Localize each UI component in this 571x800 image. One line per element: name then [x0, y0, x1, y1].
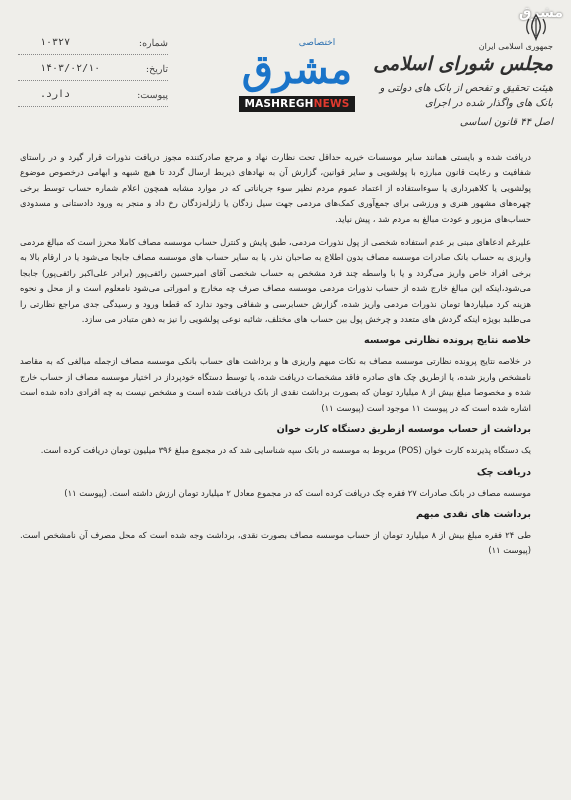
parliament-line1: جمهوری اسلامی ایران	[478, 42, 553, 51]
date-value: ۱۴۰۳/۰۲/۱۰	[40, 63, 101, 74]
parliament-line3: هیئت تحقیق و تفحص از بانک های دولتی و بانک های واگذار شده در اجرای	[379, 83, 553, 109]
section-text-cheque: موسسه مصاف در بانک صادرات ۲۷ فقره چک دریافت کرده است که در مجموع معادل ۲ میلیارد تومان ارزش داشته است. (پیوست ۱۱)	[64, 487, 531, 498]
date-row	[18, 64, 168, 81]
attachment-value: دارد.	[40, 89, 71, 100]
logo-small-text: اختصاصی	[298, 38, 336, 48]
attachment-label: پیوست:	[137, 90, 168, 101]
section-heading-pos: برداشت از حساب موسسه ازطریق دستگاه کارت خوان	[276, 424, 531, 436]
mashregh-logo	[222, 38, 372, 138]
logo-word: مشرق	[241, 46, 353, 93]
document-body	[20, 150, 531, 567]
section-heading-cash: برداشت های نقدی مبهم	[416, 508, 531, 520]
number-value: ۱۰۳۲۷	[40, 37, 71, 48]
attachment-row	[18, 90, 168, 107]
section-text-cash: طی ۲۴ فقره مبلغ بیش از ۸ میلیارد تومان از حساب موسسه مصاف بصورت نقدی، برداشت وجه شده است که محل مصرف آن نامشخص است.(پیوست ۱۱)	[20, 529, 532, 556]
date-label: تاریخ:	[145, 64, 168, 75]
parliament-line2: مجلس شورای اسلامی	[373, 53, 553, 75]
parliament-line4: اصل ۴۴ قانون اساسی	[459, 117, 553, 128]
section-heading-cheque: دریافت چک	[476, 466, 531, 478]
number-row	[18, 38, 168, 55]
number-label: شماره:	[138, 38, 168, 49]
letter-meta	[18, 38, 168, 116]
section-text-pos: یک دستگاه پذیرنده کارت خوان (POS) مربوط به موسسه در بانک سپه شناسایی شد که در مجموع مبلغ ۳۹۶ میلیون تومان دریافت کرده است.	[40, 445, 531, 456]
logo-brand-b: NEWS	[313, 98, 350, 110]
section-text-summary: در خلاصه نتایج پرونده نظارتی موسسه مصاف به نکات مبهم واریزی ها و برداشت های حساب بانکی موسسه مصاف ازجمله مبالغی که به مقاصد نامشخص واریز شده، یا ازطریق چک های صادره فاقد مشخصات دریافت شده، یا توسط دستگاه خودپرداز در اختیار موسسه مصاف از حساب خارج شده و مخصوصا مبلغ بیش از ۸ میلیارد تومان که بصورت برداشت نقدی از بانک دریافت شده است و مشخص نیست به چه افرادی داده شده است اشاره شده است که در پیوست ۱۱ موجود است (پیوست ۱۱)	[20, 356, 531, 413]
logo-brand-a: MASHREGH	[244, 98, 314, 110]
section-heading-summary: خلاصه نتایج پرونده نظارتی موسسه	[364, 335, 531, 347]
parliament-header	[363, 28, 553, 128]
watermark: مشرق	[518, 5, 563, 21]
logo-brand-bar	[239, 96, 354, 112]
paragraph-1: دریافت شده و بایستی همانند سایر موسسات خیریه حداقل تحت نظارت نهاد و مرجع صادرکننده مجوز دریافت نذورات قرار گیرد و در راستای شفافیت و رعایت قانون مبارزه با پولشویی و سایر قوانین، گزارش آن به نهادهای ذیربط ارسال گردد تا هیچ شبهه و ابهامی درخصوص موضوع پولشویی یا کلاهبرداری یا سوءاستفاده از اعتماد عموم مردم نظیر سوء جریاناتی که در موارد مشابه همچون اعلام شماره حساب توسط برخی چهره‌های مشهور هنری و ورزشی برای جمع‌آوری کمک‌های مردمی جهت سیل زدگان یا زلزله‌زدگان رخ داد و منجر به ورود دادستانی و مسدودی حساب‌های مزبور و عودت مبالغ به مردم شد ، پیش نیاید.	[20, 152, 531, 224]
paragraph-2: علیرغم ادعاهای مبنی بر عدم استفاده شخصی از پول نذورات مردمی، طبق پایش و کنترل حساب موسسه مصاف کاملا محرز است که مبالغ مردمی واریزی به حساب بانک صادرات موسسه مصاف بدون اطلاع به صاحبان نذر، یا به سایر حساب های موسسه مصاف جابجا می‌شود یا در ارقام بالا به برخی افراد خاص واریز می‌گردد و یا با واسطه چند فرد مشخص به حساب شخصی آقای امیرحسین رائفی‌پور (برادر علی‌اکبر رائفی‌پور) جابجا می‌شود،اینکه این مبالغ خارج شده از حساب نذورات مردمی موسسه مصاف صرف چه مخارج و اموراتی می‌شود نامعلوم است و از محل و نحوه هزینه کرد میلیاردها تومان نذورات مردمی واریز شده، گزارش حسابرسی و شفافی وجود ندارد که قطعا ورود و رسیدگی جدی مراجع نظارتی را می‌طلبد بویژه اینکه گردش های متعدد و چرخش پول بین حساب های مختلف، شائبه نوعی پولشویی را نیز به ذهن متبادر می سازد.	[20, 237, 531, 325]
